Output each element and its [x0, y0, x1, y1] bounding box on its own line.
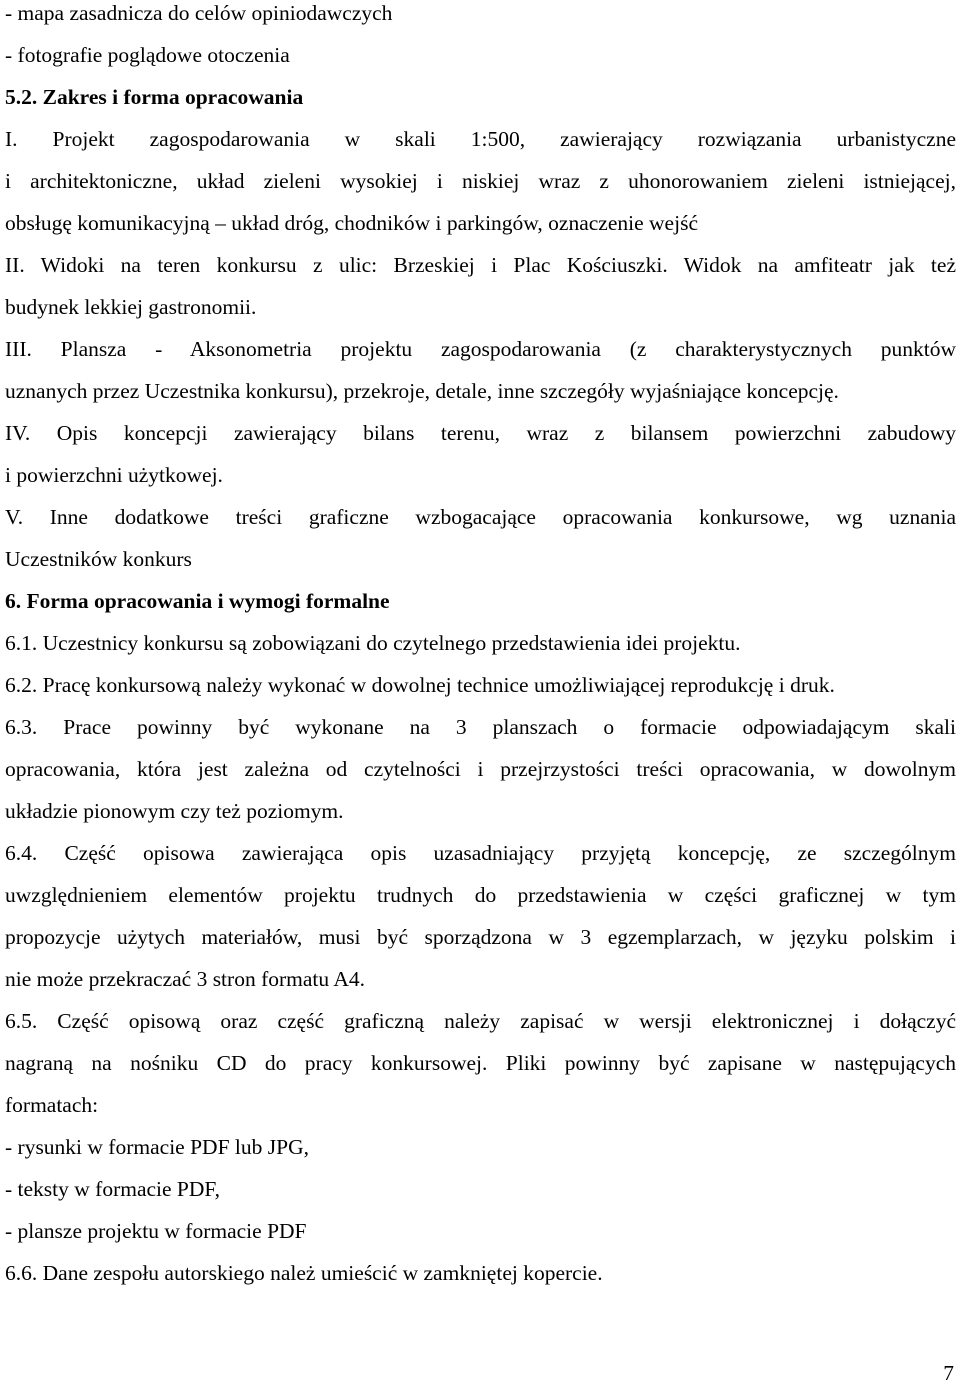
text-line: i powierzchni użytkowej.	[5, 463, 223, 487]
text-line: 6.5. Część opisową oraz część graficzną należy zapisać w wersji elektronicznej i dołączyć	[5, 1009, 956, 1033]
text-line: układzie pionowym czy też poziomym.	[5, 799, 344, 823]
text-line: uwzględnieniem elementów projektu trudnych do przedstawienia w części graficznej w tym	[5, 883, 956, 907]
text-line: I. Projekt zagospodarowania w skali 1:500, zawierający rozwiązania urbanistyczne	[5, 127, 956, 151]
text-line: 6.6. Dane zespołu autorskiego należ umieścić w zamkniętej kopercie.	[5, 1261, 603, 1285]
text-line: uznanych przez Uczestnika konkursu), przekroje, detale, inne szczegóły wyjaśniające koncepcję.	[5, 379, 839, 403]
text-line: i architektoniczne, układ zieleni wysokiej i niskiej wraz z uhonorowaniem zieleni istniejącej,	[5, 169, 956, 193]
text-line: III. Plansza - Aksonometria projektu zagospodarowania (z charakterystycznych punktów	[5, 337, 956, 361]
text-line: formatach:	[5, 1093, 99, 1117]
section-heading: 5.2. Zakres i forma opracowania	[5, 85, 304, 109]
text-line: - teksty w formacie PDF,	[5, 1177, 221, 1201]
text-line: V. Inne dodatkowe treści graficzne wzbogacające opracowania konkursowe, wg uznania	[5, 505, 956, 529]
text-line: II. Widoki na teren konkursu z ulic: Brzeskiej i Plac Kościuszki. Widok na amfiteatr jak też	[5, 253, 956, 277]
text-line: IV. Opis koncepcji zawierający bilans terenu, wraz z bilansem powierzchni zabudowy	[5, 421, 956, 445]
text-line: nagraną na nośniku CD do pracy konkursowej. Pliki powinny być zapisane w następujących	[5, 1051, 956, 1075]
text-line: budynek lekkiej gastronomii.	[5, 295, 257, 319]
text-line: - plansze projektu w formacie PDF	[5, 1219, 307, 1243]
page-number: 7	[943, 1361, 954, 1385]
text-line: opracowania, która jest zależna od czytelności i przejrzystości treści opracowania, w dowolnym	[5, 757, 956, 781]
text-line: 6.4. Część opisowa zawierająca opis uzasadniający przyjętą koncepcję, ze szczególnym	[5, 841, 956, 865]
text-line: 6.2. Pracę konkursową należy wykonać w dowolnej technice umożliwiającej reprodukcję i druk.	[5, 673, 835, 697]
text-line: - rysunki w formacie PDF lub JPG,	[5, 1135, 309, 1159]
text-line: 6.3. Prace powinny być wykonane na 3 planszach o formacie odpowiadającym skali	[5, 715, 956, 739]
text-line: - mapa zasadnicza do celów opiniodawczych	[5, 1, 393, 25]
text-line: nie może przekraczać 3 stron formatu A4.	[5, 967, 365, 991]
text-line: propozycje użytych materiałów, musi być sporządzona w 3 egzemplarzach, w języku polskim i	[5, 925, 956, 949]
text-line: obsługę komunikacyjną – układ dróg, chodników i parkingów, oznaczenie wejść	[5, 211, 698, 235]
text-line: - fotografie poglądowe otoczenia	[5, 43, 290, 67]
section-heading: 6. Forma opracowania i wymogi formalne	[5, 589, 390, 613]
text-line: 6.1. Uczestnicy konkursu są zobowiązani do czytelnego przedstawienia idei projektu.	[5, 631, 741, 655]
text-line: Uczestników konkurs	[5, 547, 192, 571]
